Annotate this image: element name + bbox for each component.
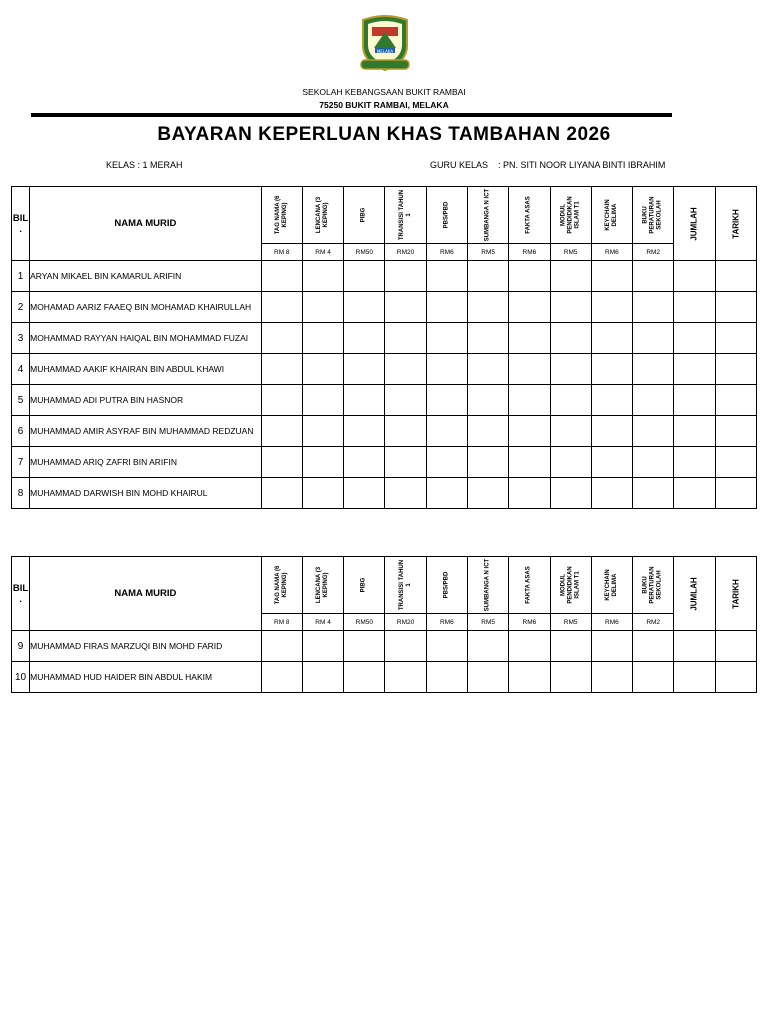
fee-column-header: SUMBANGA N ICT xyxy=(467,557,508,614)
payment-cell xyxy=(633,631,674,662)
fee-price: RM6 xyxy=(426,244,467,261)
payment-cell xyxy=(674,447,715,478)
fee-price: RM50 xyxy=(344,244,385,261)
fee-column-header: LENCANA (3 KEPING) xyxy=(302,187,343,244)
student-name: MUHAMMAD FIRAS MARZUQI BIN MOHD FARID xyxy=(30,631,262,662)
payment-cell xyxy=(674,292,715,323)
fee-price: RM50 xyxy=(344,614,385,631)
table-row xyxy=(12,323,757,354)
table-row xyxy=(12,354,757,385)
bil-header: BIL . xyxy=(12,187,30,261)
payment-cell xyxy=(633,662,674,693)
student-name: MUHAMMAD HUD HAIDER BIN ABDUL HAKIM xyxy=(30,662,262,693)
payment-cell xyxy=(550,292,591,323)
payment-cell xyxy=(261,292,302,323)
fee-price: RM 4 xyxy=(302,614,343,631)
payment-cell xyxy=(385,631,426,662)
student-name: MUHAMMAD AAKIF KHAIRAN BIN ABDUL KHAWI xyxy=(30,354,262,385)
table-row xyxy=(12,478,757,509)
payment-cell xyxy=(426,631,467,662)
fee-column-header: FAKTA ASAS xyxy=(509,557,550,614)
fee-column-header: TRANSISI TAHUN 1 xyxy=(385,557,426,614)
payment-cell xyxy=(550,323,591,354)
payment-cell xyxy=(674,323,715,354)
payment-cell xyxy=(302,354,343,385)
fee-column-header: MODUL PENDIDIKAN ISLAM T1 xyxy=(550,187,591,244)
payment-cell xyxy=(633,447,674,478)
table-row xyxy=(12,261,757,292)
fee-column-header: PBS/PBD xyxy=(426,557,467,614)
payment-cell xyxy=(550,385,591,416)
fee-price: RM6 xyxy=(426,614,467,631)
payment-cell xyxy=(633,385,674,416)
payment-cell xyxy=(715,354,756,385)
payment-cell xyxy=(633,323,674,354)
payment-cell xyxy=(550,261,591,292)
payment-cell xyxy=(674,662,715,693)
payment-cell xyxy=(385,662,426,693)
payment-cell xyxy=(467,261,508,292)
table-row xyxy=(12,447,757,478)
fee-price: RM2 xyxy=(633,614,674,631)
payment-cell xyxy=(344,478,385,509)
fee-price: RM20 xyxy=(385,244,426,261)
fee-price: RM2 xyxy=(633,244,674,261)
payment-cell xyxy=(591,385,632,416)
fee-column-header: TAG NAMA (6 KEPING) xyxy=(261,557,302,614)
page-title: BAYARAN KEPERLUAN KHAS TAMBAHAN 2026 xyxy=(157,124,611,145)
payment-cell xyxy=(426,292,467,323)
payment-cell xyxy=(302,323,343,354)
student-number: 3 xyxy=(12,323,30,354)
payment-cell xyxy=(509,447,550,478)
fee-column-header: PBS/PBD xyxy=(426,187,467,244)
fee-column-header: KEYCHAIN DELIMA xyxy=(591,557,632,614)
student-number: 8 xyxy=(12,478,30,509)
payment-cell xyxy=(715,261,756,292)
payment-cell xyxy=(302,292,343,323)
payment-cell xyxy=(509,261,550,292)
student-number: 7 xyxy=(12,447,30,478)
payment-table-1 xyxy=(11,186,757,509)
student-name: MUHAMMAD DARWISH BIN MOHD KHAIRUL xyxy=(30,478,262,509)
payment-cell xyxy=(426,478,467,509)
payment-cell xyxy=(344,631,385,662)
tarikh-header: TARIKH xyxy=(715,187,756,261)
payment-cell xyxy=(426,354,467,385)
fee-column-header: BUKU PERATURAN SEKOLAH xyxy=(633,557,674,614)
payment-cell xyxy=(426,662,467,693)
nama-murid-header: NAMA MURID xyxy=(30,187,262,261)
payment-cell xyxy=(302,662,343,693)
payment-cell xyxy=(467,354,508,385)
fee-column-header: BUKU PERATURAN SEKOLAH xyxy=(633,187,674,244)
nama-murid-header: NAMA MURID xyxy=(30,557,262,631)
payment-cell xyxy=(715,385,756,416)
payment-cell xyxy=(633,354,674,385)
payment-cell xyxy=(591,478,632,509)
payment-cell xyxy=(385,261,426,292)
fee-price: RM5 xyxy=(467,244,508,261)
payment-cell xyxy=(633,478,674,509)
payment-cell xyxy=(385,385,426,416)
payment-cell xyxy=(467,447,508,478)
fee-price: RM6 xyxy=(509,244,550,261)
payment-cell xyxy=(715,292,756,323)
payment-cell xyxy=(591,323,632,354)
payment-cell xyxy=(467,478,508,509)
payment-cell xyxy=(509,416,550,447)
payment-cell xyxy=(385,292,426,323)
fee-column-header: PIBG xyxy=(344,557,385,614)
jumlah-header: JUMLAH xyxy=(674,187,715,261)
payment-cell xyxy=(344,447,385,478)
payment-cell xyxy=(302,416,343,447)
fee-column-header: TRANSISI TAHUN 1 xyxy=(385,187,426,244)
tarikh-header: TARIKH xyxy=(715,557,756,631)
payment-cell xyxy=(715,662,756,693)
payment-cell xyxy=(509,662,550,693)
payment-cell xyxy=(385,354,426,385)
payment-cell xyxy=(674,261,715,292)
fee-column-header: PIBG xyxy=(344,187,385,244)
payment-cell xyxy=(261,478,302,509)
payment-cell xyxy=(426,385,467,416)
payment-cell xyxy=(550,631,591,662)
fee-price: RM 8 xyxy=(261,614,302,631)
student-name: ARYAN MIKAEL BIN KAMARUL ARIFIN xyxy=(30,261,262,292)
payment-cell xyxy=(426,447,467,478)
payment-cell xyxy=(550,478,591,509)
student-name: MUHAMMAD AMIR ASYRAF BIN MUHAMMAD REDZUAN xyxy=(30,416,262,447)
payment-cell xyxy=(674,354,715,385)
fee-price: RM6 xyxy=(591,244,632,261)
payment-cell xyxy=(467,416,508,447)
student-number: 4 xyxy=(12,354,30,385)
fee-price: RM 4 xyxy=(302,244,343,261)
school-crest-logo xyxy=(357,12,413,74)
payment-cell xyxy=(674,416,715,447)
payment-cell xyxy=(344,416,385,447)
payment-cell xyxy=(344,354,385,385)
student-number: 9 xyxy=(12,631,30,662)
fee-price: RM20 xyxy=(385,614,426,631)
payment-cell xyxy=(550,416,591,447)
table-row xyxy=(12,385,757,416)
fee-column-header: MODUL PENDIDIKAN ISLAM T1 xyxy=(550,557,591,614)
student-number: 10 xyxy=(12,662,30,693)
payment-cell xyxy=(467,292,508,323)
payment-cell xyxy=(509,354,550,385)
payment-cell xyxy=(591,354,632,385)
payment-cell xyxy=(426,261,467,292)
payment-cell xyxy=(550,662,591,693)
payment-cell xyxy=(715,416,756,447)
payment-cell xyxy=(509,292,550,323)
payment-cell xyxy=(591,292,632,323)
fee-column-header: LENCANA (3 KEPING) xyxy=(302,557,343,614)
payment-cell xyxy=(591,416,632,447)
fee-price: RM6 xyxy=(591,614,632,631)
student-name: MUHAMMAD ARIQ ZAFRI BIN ARIFIN xyxy=(30,447,262,478)
payment-cell xyxy=(509,323,550,354)
student-number: 2 xyxy=(12,292,30,323)
kelas-label: KELAS : 1 MERAH xyxy=(106,160,183,170)
payment-cell xyxy=(633,292,674,323)
fee-price: RM5 xyxy=(550,244,591,261)
payment-cell xyxy=(385,323,426,354)
payment-cell xyxy=(467,385,508,416)
header-divider xyxy=(31,113,672,117)
fee-price: RM6 xyxy=(509,614,550,631)
payment-cell xyxy=(385,416,426,447)
payment-cell xyxy=(509,478,550,509)
fee-price: RM5 xyxy=(550,614,591,631)
payment-cell xyxy=(261,631,302,662)
payment-cell xyxy=(261,416,302,447)
payment-cell xyxy=(467,662,508,693)
payment-table-2 xyxy=(11,556,757,693)
payment-cell xyxy=(715,323,756,354)
payment-cell xyxy=(426,416,467,447)
payment-cell xyxy=(467,631,508,662)
payment-cell xyxy=(591,447,632,478)
table-row xyxy=(12,662,757,693)
payment-cell xyxy=(344,323,385,354)
payment-cell xyxy=(302,631,343,662)
payment-cell xyxy=(261,447,302,478)
svg-text:MELAKA: MELAKA xyxy=(376,49,394,54)
payment-cell xyxy=(261,385,302,416)
payment-cell xyxy=(344,261,385,292)
jumlah-header: JUMLAH xyxy=(674,557,715,631)
payment-cell xyxy=(385,478,426,509)
payment-cell xyxy=(261,323,302,354)
fee-column-header: KEYCHAIN DELIMA xyxy=(591,187,632,244)
payment-cell xyxy=(715,631,756,662)
payment-cell xyxy=(674,478,715,509)
payment-cell xyxy=(591,631,632,662)
payment-cell xyxy=(509,385,550,416)
payment-cell xyxy=(302,385,343,416)
student-number: 5 xyxy=(12,385,30,416)
student-name: MUHAMMAD ADI PUTRA BIN HASNOR xyxy=(30,385,262,416)
payment-cell xyxy=(591,261,632,292)
school-address: 75250 BUKIT RAMBAI, MELAKA xyxy=(319,100,449,110)
student-number: 6 xyxy=(12,416,30,447)
payment-cell xyxy=(344,292,385,323)
student-number: 1 xyxy=(12,261,30,292)
payment-cell xyxy=(591,662,632,693)
payment-cell xyxy=(344,385,385,416)
student-name: MOHAMAD AARIZ FAAEQ BIN MOHAMAD KHAIRULLAH xyxy=(30,292,262,323)
payment-cell xyxy=(633,261,674,292)
fee-column-header: TAG NAMA (6 KEPING) xyxy=(261,187,302,244)
bil-header: BIL . xyxy=(12,557,30,631)
payment-cell xyxy=(385,447,426,478)
fee-price: RM5 xyxy=(467,614,508,631)
payment-cell xyxy=(302,478,343,509)
payment-cell xyxy=(674,385,715,416)
payment-cell xyxy=(509,631,550,662)
payment-cell xyxy=(344,662,385,693)
payment-cell xyxy=(715,447,756,478)
fee-price: RM 8 xyxy=(261,244,302,261)
payment-cell xyxy=(261,261,302,292)
fee-column-header: FAKTA ASAS xyxy=(509,187,550,244)
payment-cell xyxy=(302,261,343,292)
table-row xyxy=(12,292,757,323)
payment-cell xyxy=(715,478,756,509)
payment-cell xyxy=(302,447,343,478)
payment-cell xyxy=(674,631,715,662)
school-name: SEKOLAH KEBANGSAAN BUKIT RAMBAI xyxy=(302,87,466,97)
payment-cell xyxy=(467,323,508,354)
payment-cell xyxy=(426,323,467,354)
payment-cell xyxy=(633,416,674,447)
guru-kelas-label: GURU KELAS : PN. SITI NOOR LIYANA BINTI IBRAHIM xyxy=(430,160,666,170)
payment-cell xyxy=(550,447,591,478)
payment-cell xyxy=(550,354,591,385)
student-name: MOHAMMAD RAYYAN HAIQAL BIN MOHAMMAD FUZAI xyxy=(30,323,262,354)
payment-cell xyxy=(261,354,302,385)
table-row xyxy=(12,631,757,662)
payment-cell xyxy=(261,662,302,693)
fee-column-header: SUMBANGA N ICT xyxy=(467,187,508,244)
table-row xyxy=(12,416,757,447)
